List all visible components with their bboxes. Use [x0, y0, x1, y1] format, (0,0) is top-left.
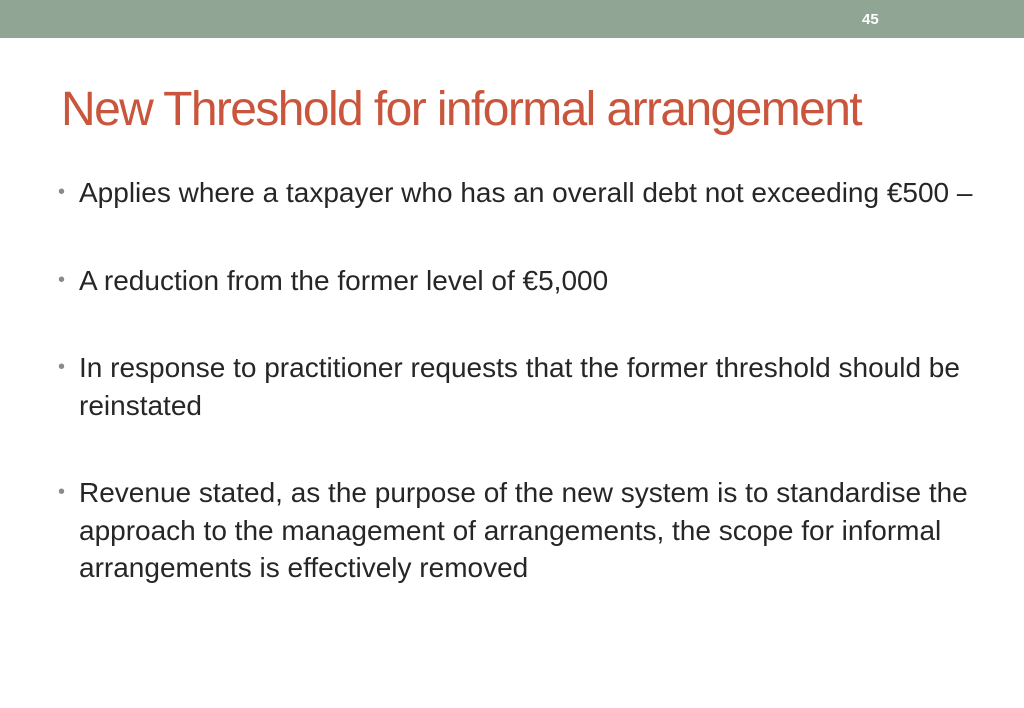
bullet-dot-icon: • — [58, 181, 66, 203]
bullet-dot-icon: • — [58, 481, 66, 503]
bullet-item — [56, 474, 976, 587]
bullet-text: A reduction from the former level of €5,000 — [79, 264, 609, 296]
bullet-item — [56, 349, 976, 424]
slide-number: 45 — [862, 11, 879, 28]
top-bar — [0, 0, 1024, 38]
bullet-list — [56, 174, 976, 587]
bullet-dot-icon: • — [58, 356, 66, 378]
slide-title: New Threshold for informal arrangement — [61, 83, 862, 136]
bullet-text: Applies where a taxpayer who has an overall debt not exceeding €500 – — [79, 177, 973, 208]
bullet-text: Revenue stated, as the purpose of the new system is to standardise the approach to the management of arrangements, the scope for informal arrangements is effectively removed — [79, 477, 968, 583]
bullet-text: In response to practitioner requests that the former threshold should be reinstated — [79, 352, 960, 421]
bullet-item — [56, 262, 976, 300]
bullet-dot-icon: • — [58, 268, 66, 291]
bullet-item — [56, 174, 976, 212]
